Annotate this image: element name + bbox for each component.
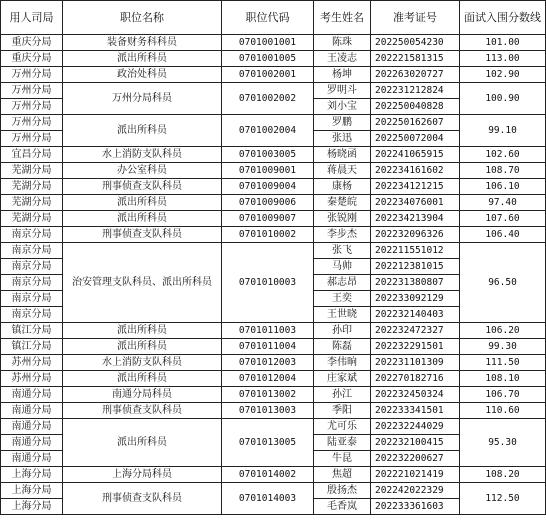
score-cell: 106.40 <box>460 227 546 243</box>
bureau-cell: 苏州分局 <box>1 371 63 387</box>
code-cell: 0701002002 <box>222 83 314 115</box>
ticket-cell: 202232244029 <box>371 419 460 435</box>
bureau-cell: 万州分局 <box>1 131 63 147</box>
table-row <box>1 51 546 67</box>
table-row <box>1 179 546 195</box>
score-cell: 99.30 <box>460 339 546 355</box>
code-cell: 0701001001 <box>222 35 314 51</box>
code-cell: 0701013005 <box>222 419 314 467</box>
ticket-cell: 202233092129 <box>371 291 460 307</box>
table-row <box>1 227 546 243</box>
bureau-cell: 上海分局 <box>1 483 63 499</box>
score-cell: 100.90 <box>460 83 546 115</box>
name-cell: 孙印 <box>314 323 371 339</box>
code-cell: 0701011004 <box>222 339 314 355</box>
position-cell: 派出所科员 <box>63 371 222 387</box>
bureau-cell: 南京分局 <box>1 243 63 259</box>
name-cell: 杨晓函 <box>314 147 371 163</box>
name-cell: 陈珠 <box>314 35 371 51</box>
score-cell: 113.00 <box>460 51 546 67</box>
header-row <box>1 1 546 35</box>
table-row <box>1 211 546 227</box>
bureau-cell: 南通分局 <box>1 435 63 451</box>
bureau-cell: 南通分局 <box>1 403 63 419</box>
position-cell: 治安管理支队科员、派出所科员 <box>63 243 222 323</box>
position-cell: 派出所科员 <box>63 339 222 355</box>
code-cell: 0701002001 <box>222 67 314 83</box>
bureau-cell: 万州分局 <box>1 115 63 131</box>
ticket-cell: 202232200627 <box>371 451 460 467</box>
ticket-cell: 202250040828 <box>371 99 460 115</box>
name-cell: 季阳 <box>314 403 371 419</box>
position-cell: 办公室科员 <box>63 163 222 179</box>
bureau-cell: 南京分局 <box>1 307 63 323</box>
score-cell: 108.70 <box>460 163 546 179</box>
code-cell: 0701009006 <box>222 195 314 211</box>
bureau-cell: 镇江分局 <box>1 339 63 355</box>
ticket-cell: 202241065915 <box>371 147 460 163</box>
code-cell: 0701003005 <box>222 147 314 163</box>
score-cell: 112.50 <box>460 483 546 515</box>
name-cell: 孙江 <box>314 387 371 403</box>
name-cell: 马帅 <box>314 259 371 275</box>
position-cell: 刑事侦查支队科员 <box>63 483 222 515</box>
header-position: 职位名称 <box>63 1 222 35</box>
score-cell: 108.10 <box>460 371 546 387</box>
name-cell: 陆亚泰 <box>314 435 371 451</box>
score-cell: 95.30 <box>460 419 546 467</box>
ticket-cell: 202232096326 <box>371 227 460 243</box>
ticket-cell: 202221021419 <box>371 467 460 483</box>
code-cell: 0701012003 <box>222 355 314 371</box>
code-cell: 0701009004 <box>222 179 314 195</box>
bureau-cell: 南京分局 <box>1 259 63 275</box>
score-cell: 106.70 <box>460 387 546 403</box>
position-cell: 派出所科员 <box>63 323 222 339</box>
ticket-cell: 202231212824 <box>371 83 460 99</box>
name-cell: 王世晓 <box>314 307 371 323</box>
name-cell: 郝志昂 <box>314 275 371 291</box>
header-ticket: 准考证号 <box>371 1 460 35</box>
ticket-cell: 202234076001 <box>371 195 460 211</box>
position-cell: 上海分局科员 <box>63 467 222 483</box>
table-row <box>1 355 546 371</box>
name-cell: 蒋晨天 <box>314 163 371 179</box>
code-cell: 0701014003 <box>222 483 314 515</box>
position-cell: 刑事侦查支队科员 <box>63 403 222 419</box>
name-cell: 王凌志 <box>314 51 371 67</box>
bureau-cell: 重庆分局 <box>1 35 63 51</box>
code-cell: 0701013002 <box>222 387 314 403</box>
ticket-cell: 202250162607 <box>371 115 460 131</box>
table-row <box>1 387 546 403</box>
name-cell: 罗鹏 <box>314 115 371 131</box>
bureau-cell: 南京分局 <box>1 227 63 243</box>
table-row <box>1 467 546 483</box>
name-cell: 张锐刚 <box>314 211 371 227</box>
table-row <box>1 83 546 99</box>
code-cell: 0701009007 <box>222 211 314 227</box>
position-cell: 派出所科员 <box>63 211 222 227</box>
score-cell: 110.60 <box>460 403 546 419</box>
bureau-cell: 万州分局 <box>1 67 63 83</box>
name-cell: 尤可乐 <box>314 419 371 435</box>
ticket-cell: 202250054230 <box>371 35 460 51</box>
score-cell: 107.60 <box>460 211 546 227</box>
code-cell: 0701002004 <box>222 115 314 147</box>
bureau-cell: 芜湖分局 <box>1 163 63 179</box>
table-row <box>1 419 546 435</box>
bureau-cell: 苏州分局 <box>1 355 63 371</box>
position-cell: 水上消防支队科员 <box>63 355 222 371</box>
position-cell: 派出所科员 <box>63 51 222 67</box>
table-row <box>1 483 546 499</box>
code-cell: 0701010002 <box>222 227 314 243</box>
name-cell: 李步杰 <box>314 227 371 243</box>
bureau-cell: 南通分局 <box>1 387 63 403</box>
bureau-cell: 南通分局 <box>1 451 63 467</box>
table-row <box>1 371 546 387</box>
code-cell: 0701010003 <box>222 243 314 323</box>
table-row <box>1 147 546 163</box>
name-cell: 殷扬杰 <box>314 483 371 499</box>
bureau-cell: 上海分局 <box>1 499 63 515</box>
ticket-cell: 202234213904 <box>371 211 460 227</box>
name-cell: 焦超 <box>314 467 371 483</box>
bureau-cell: 芜湖分局 <box>1 195 63 211</box>
name-cell: 陈磊 <box>314 339 371 355</box>
table-row <box>1 163 546 179</box>
name-cell: 毛香岚 <box>314 499 371 515</box>
score-cell: 102.90 <box>460 67 546 83</box>
code-cell: 0701009001 <box>222 163 314 179</box>
name-cell: 张迅 <box>314 131 371 147</box>
position-cell: 万州分局科员 <box>63 83 222 115</box>
name-cell: 罗明斗 <box>314 83 371 99</box>
ticket-cell: 202250072004 <box>371 131 460 147</box>
table-row <box>1 115 546 131</box>
table-row <box>1 67 546 83</box>
score-cell: 96.50 <box>460 243 546 323</box>
ticket-cell: 202242022329 <box>371 483 460 499</box>
position-cell: 派出所科员 <box>63 115 222 147</box>
position-cell: 刑事侦查支队科员 <box>63 179 222 195</box>
ticket-cell: 202221581315 <box>371 51 460 67</box>
ticket-cell: 202232140403 <box>371 307 460 323</box>
bureau-cell: 万州分局 <box>1 99 63 115</box>
position-cell: 政治处科员 <box>63 67 222 83</box>
header-score: 面试入围分数线 <box>460 1 546 35</box>
name-cell: 刘小宝 <box>314 99 371 115</box>
position-cell: 南通分局科员 <box>63 387 222 403</box>
code-cell: 0701001005 <box>222 51 314 67</box>
ticket-cell: 202234161602 <box>371 163 460 179</box>
ticket-cell: 202232291501 <box>371 339 460 355</box>
code-cell: 0701011003 <box>222 323 314 339</box>
code-cell: 0701014002 <box>222 467 314 483</box>
bureau-cell: 南通分局 <box>1 419 63 435</box>
ticket-cell: 202232472327 <box>371 323 460 339</box>
name-cell: 李伟晌 <box>314 355 371 371</box>
name-cell: 张飞 <box>314 243 371 259</box>
ticket-cell: 202234121215 <box>371 179 460 195</box>
position-cell: 刑事侦查支队科员 <box>63 227 222 243</box>
name-cell: 杨坤 <box>314 67 371 83</box>
score-cell: 99.10 <box>460 115 546 147</box>
score-cell: 108.20 <box>460 467 546 483</box>
ticket-cell: 202270182716 <box>371 371 460 387</box>
score-cell: 106.20 <box>460 323 546 339</box>
name-cell: 康杨 <box>314 179 371 195</box>
header-name: 考生姓名 <box>314 1 371 35</box>
score-cell: 101.00 <box>460 35 546 51</box>
code-cell: 0701013003 <box>222 403 314 419</box>
name-cell: 庄家斌 <box>314 371 371 387</box>
position-cell: 派出所科员 <box>63 419 222 467</box>
bureau-cell: 芜湖分局 <box>1 211 63 227</box>
ticket-cell: 202212381015 <box>371 259 460 275</box>
header-bureau: 用人司局 <box>1 1 63 35</box>
position-cell: 派出所科员 <box>63 195 222 211</box>
ticket-cell: 202231101309 <box>371 355 460 371</box>
name-cell: 牛昆 <box>314 451 371 467</box>
score-cell: 97.40 <box>460 195 546 211</box>
ticket-cell: 202263020727 <box>371 67 460 83</box>
bureau-cell: 重庆分局 <box>1 51 63 67</box>
ticket-cell: 202233341501 <box>371 403 460 419</box>
score-cell: 102.60 <box>460 147 546 163</box>
ticket-cell: 202233361603 <box>371 499 460 515</box>
bureau-cell: 镇江分局 <box>1 323 63 339</box>
header-code: 职位代码 <box>222 1 314 35</box>
bureau-cell: 南京分局 <box>1 275 63 291</box>
bureau-cell: 南京分局 <box>1 291 63 307</box>
code-cell: 0701012004 <box>222 371 314 387</box>
position-cell: 水上消防支队科员 <box>63 147 222 163</box>
ticket-cell: 202211551012 <box>371 243 460 259</box>
score-cell: 106.10 <box>460 179 546 195</box>
bureau-cell: 芜湖分局 <box>1 179 63 195</box>
bureau-cell: 万州分局 <box>1 83 63 99</box>
table-row <box>1 403 546 419</box>
name-cell: 秦楚皖 <box>314 195 371 211</box>
table-row <box>1 243 546 259</box>
score-cell: 111.50 <box>460 355 546 371</box>
table-row <box>1 339 546 355</box>
table-row <box>1 195 546 211</box>
ticket-cell: 202232100415 <box>371 435 460 451</box>
position-cell: 装备财务科科员 <box>63 35 222 51</box>
table-row <box>1 35 546 51</box>
table-row <box>1 323 546 339</box>
bureau-cell: 上海分局 <box>1 467 63 483</box>
bureau-cell: 宜昌分局 <box>1 147 63 163</box>
ticket-cell: 202231380807 <box>371 275 460 291</box>
name-cell: 王奕 <box>314 291 371 307</box>
ticket-cell: 202232450324 <box>371 387 460 403</box>
